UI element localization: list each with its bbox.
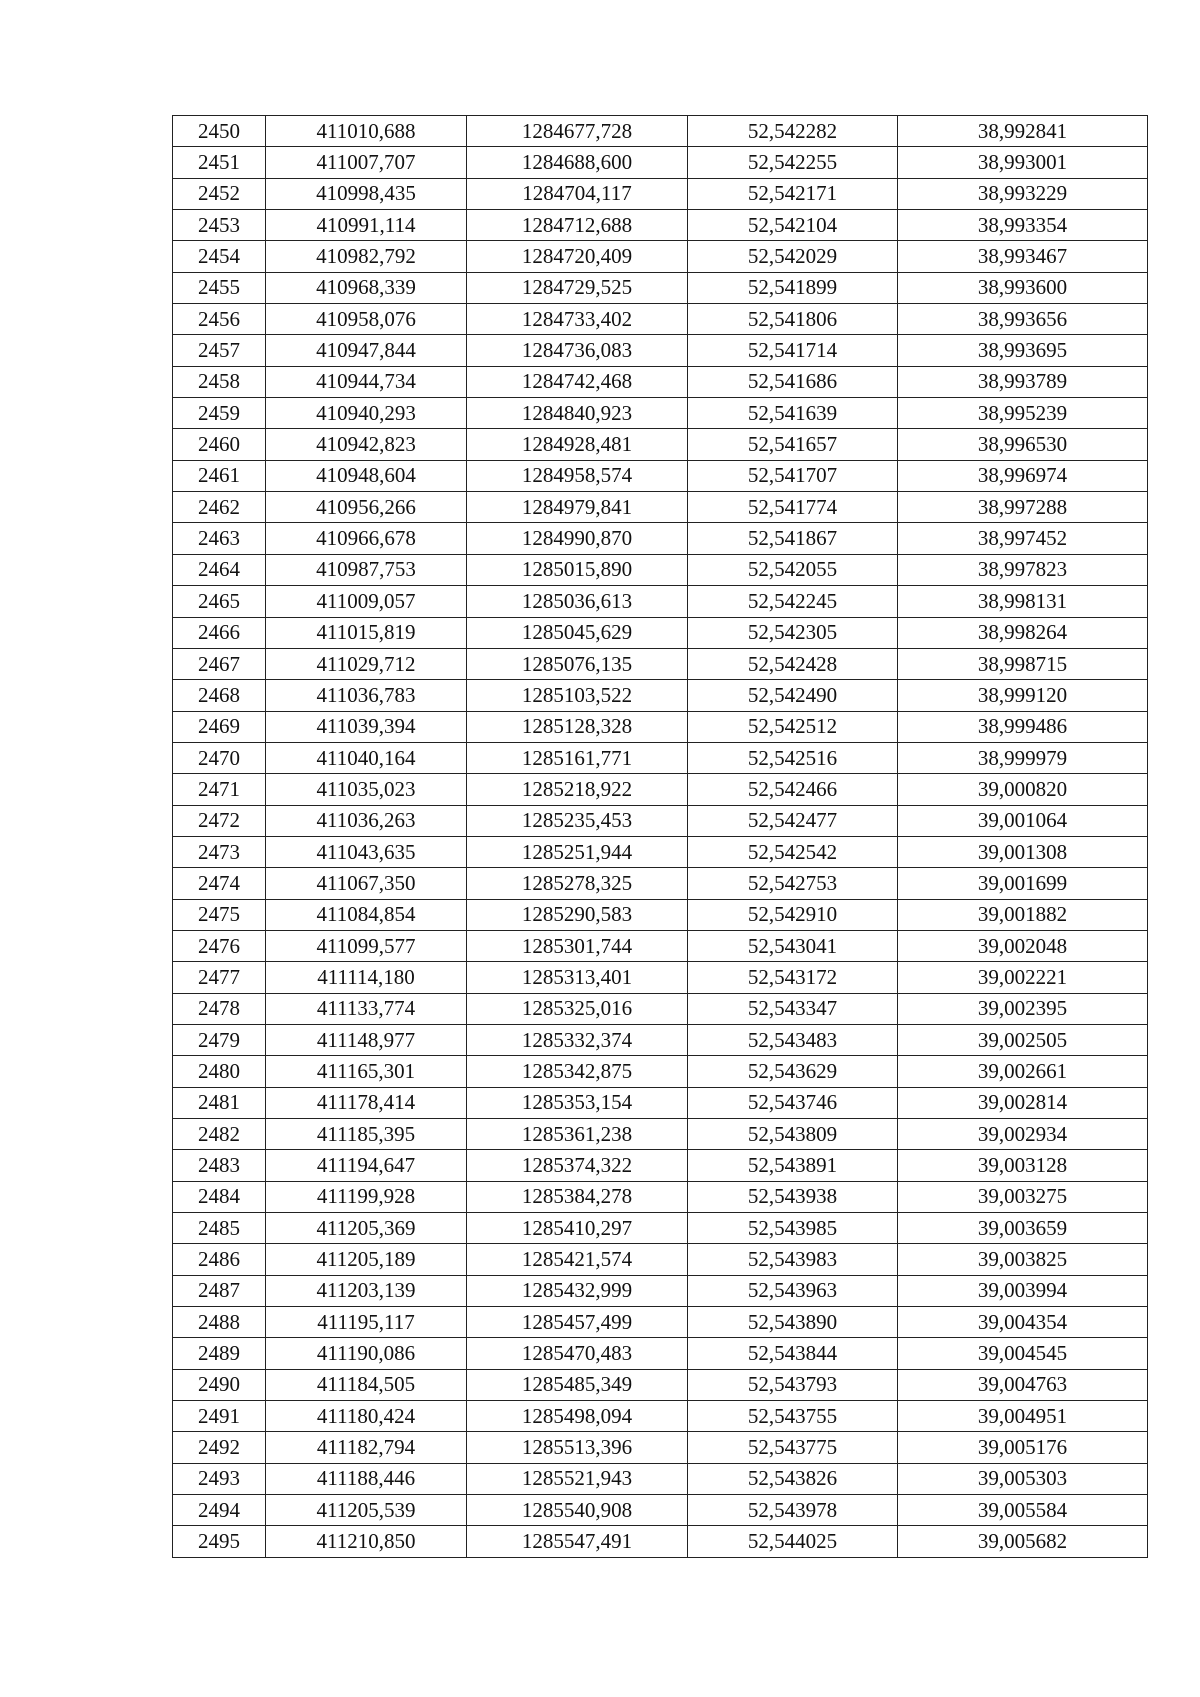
point-number-cell: 2492 (173, 1432, 266, 1463)
point-number-cell: 2472 (173, 805, 266, 836)
point-number-cell: 2458 (173, 366, 266, 397)
x-coordinate-cell: 411194,647 (266, 1150, 467, 1181)
latitude-cell: 52,541774 (688, 492, 898, 523)
table-row (173, 1526, 1148, 1557)
y-coordinate-cell: 1285015,890 (467, 554, 688, 585)
longitude-cell: 38,995239 (898, 398, 1148, 429)
point-number-cell: 2462 (173, 492, 266, 523)
table-row (173, 210, 1148, 241)
longitude-cell: 38,993656 (898, 304, 1148, 335)
latitude-cell: 52,543978 (688, 1495, 898, 1526)
x-coordinate-cell: 411040,164 (266, 742, 467, 773)
point-number-cell: 2470 (173, 742, 266, 773)
y-coordinate-cell: 1285235,453 (467, 805, 688, 836)
longitude-cell: 38,996530 (898, 429, 1148, 460)
latitude-cell: 52,543890 (688, 1307, 898, 1338)
latitude-cell: 52,542512 (688, 711, 898, 742)
point-number-cell: 2468 (173, 680, 266, 711)
point-number-cell: 2457 (173, 335, 266, 366)
latitude-cell: 52,542104 (688, 210, 898, 241)
x-coordinate-cell: 411036,263 (266, 805, 467, 836)
longitude-cell: 38,993229 (898, 178, 1148, 209)
y-coordinate-cell: 1285218,922 (467, 774, 688, 805)
x-coordinate-cell: 411036,783 (266, 680, 467, 711)
y-coordinate-cell: 1285301,744 (467, 930, 688, 961)
longitude-cell: 38,993600 (898, 272, 1148, 303)
latitude-cell: 52,542245 (688, 586, 898, 617)
table-row (173, 805, 1148, 836)
longitude-cell: 39,001882 (898, 899, 1148, 930)
y-coordinate-cell: 1285161,771 (467, 742, 688, 773)
point-number-cell: 2464 (173, 554, 266, 585)
x-coordinate-cell: 411084,854 (266, 899, 467, 930)
table-row (173, 1119, 1148, 1150)
x-coordinate-cell: 410940,293 (266, 398, 467, 429)
table-row (173, 962, 1148, 993)
longitude-cell: 39,001064 (898, 805, 1148, 836)
x-coordinate-cell: 410947,844 (266, 335, 467, 366)
table-row (173, 1024, 1148, 1055)
y-coordinate-cell: 1285290,583 (467, 899, 688, 930)
table-body (173, 116, 1148, 1558)
x-coordinate-cell: 410966,678 (266, 523, 467, 554)
y-coordinate-cell: 1285410,297 (467, 1213, 688, 1244)
point-number-cell: 2481 (173, 1087, 266, 1118)
table-row (173, 742, 1148, 773)
longitude-cell: 39,005303 (898, 1463, 1148, 1494)
y-coordinate-cell: 1285332,374 (467, 1024, 688, 1055)
table-row (173, 554, 1148, 585)
table-row (173, 1056, 1148, 1087)
table-row (173, 899, 1148, 930)
latitude-cell: 52,543041 (688, 930, 898, 961)
x-coordinate-cell: 410942,823 (266, 429, 467, 460)
point-number-cell: 2486 (173, 1244, 266, 1275)
longitude-cell: 39,005584 (898, 1495, 1148, 1526)
table-row (173, 116, 1148, 147)
x-coordinate-cell: 411039,394 (266, 711, 467, 742)
y-coordinate-cell: 1284928,481 (467, 429, 688, 460)
point-number-cell: 2454 (173, 241, 266, 272)
point-number-cell: 2473 (173, 836, 266, 867)
x-coordinate-cell: 411035,023 (266, 774, 467, 805)
x-coordinate-cell: 411133,774 (266, 993, 467, 1024)
point-number-cell: 2491 (173, 1401, 266, 1432)
table-row (173, 492, 1148, 523)
y-coordinate-cell: 1284729,525 (467, 272, 688, 303)
table-row (173, 930, 1148, 961)
longitude-cell: 39,004354 (898, 1307, 1148, 1338)
x-coordinate-cell: 411010,688 (266, 116, 467, 147)
latitude-cell: 52,542428 (688, 648, 898, 679)
longitude-cell: 38,993001 (898, 147, 1148, 178)
longitude-cell: 39,003275 (898, 1181, 1148, 1212)
table-row (173, 680, 1148, 711)
y-coordinate-cell: 1285513,396 (467, 1432, 688, 1463)
coordinates-table (172, 115, 1148, 1558)
table-row (173, 617, 1148, 648)
point-number-cell: 2490 (173, 1369, 266, 1400)
x-coordinate-cell: 410991,114 (266, 210, 467, 241)
table-row (173, 1087, 1148, 1118)
y-coordinate-cell: 1284979,841 (467, 492, 688, 523)
x-coordinate-cell: 411007,707 (266, 147, 467, 178)
latitude-cell: 52,541686 (688, 366, 898, 397)
y-coordinate-cell: 1285278,325 (467, 868, 688, 899)
latitude-cell: 52,541657 (688, 429, 898, 460)
x-coordinate-cell: 411009,057 (266, 586, 467, 617)
y-coordinate-cell: 1285547,491 (467, 1526, 688, 1557)
longitude-cell: 38,998131 (898, 586, 1148, 617)
latitude-cell: 52,542171 (688, 178, 898, 209)
point-number-cell: 2455 (173, 272, 266, 303)
y-coordinate-cell: 1284736,083 (467, 335, 688, 366)
x-coordinate-cell: 410968,339 (266, 272, 467, 303)
longitude-cell: 38,997823 (898, 554, 1148, 585)
table-row (173, 1432, 1148, 1463)
y-coordinate-cell: 1285103,522 (467, 680, 688, 711)
y-coordinate-cell: 1285076,135 (467, 648, 688, 679)
x-coordinate-cell: 411203,139 (266, 1275, 467, 1306)
latitude-cell: 52,543826 (688, 1463, 898, 1494)
y-coordinate-cell: 1285485,349 (467, 1369, 688, 1400)
longitude-cell: 38,996974 (898, 460, 1148, 491)
y-coordinate-cell: 1284840,923 (467, 398, 688, 429)
latitude-cell: 52,543844 (688, 1338, 898, 1369)
longitude-cell: 39,001308 (898, 836, 1148, 867)
latitude-cell: 52,542910 (688, 899, 898, 930)
point-number-cell: 2466 (173, 617, 266, 648)
y-coordinate-cell: 1285045,629 (467, 617, 688, 648)
longitude-cell: 39,002048 (898, 930, 1148, 961)
latitude-cell: 52,542516 (688, 742, 898, 773)
x-coordinate-cell: 411188,446 (266, 1463, 467, 1494)
point-number-cell: 2476 (173, 930, 266, 961)
point-number-cell: 2495 (173, 1526, 266, 1557)
point-number-cell: 2483 (173, 1150, 266, 1181)
longitude-cell: 39,003659 (898, 1213, 1148, 1244)
point-number-cell: 2465 (173, 586, 266, 617)
point-number-cell: 2489 (173, 1338, 266, 1369)
table-row (173, 272, 1148, 303)
latitude-cell: 52,542490 (688, 680, 898, 711)
y-coordinate-cell: 1284688,600 (467, 147, 688, 178)
y-coordinate-cell: 1284733,402 (467, 304, 688, 335)
table-row (173, 429, 1148, 460)
x-coordinate-cell: 411043,635 (266, 836, 467, 867)
latitude-cell: 52,543775 (688, 1432, 898, 1463)
latitude-cell: 52,543891 (688, 1150, 898, 1181)
point-number-cell: 2482 (173, 1119, 266, 1150)
table-row (173, 178, 1148, 209)
longitude-cell: 39,002395 (898, 993, 1148, 1024)
longitude-cell: 38,997452 (898, 523, 1148, 554)
longitude-cell: 38,999979 (898, 742, 1148, 773)
x-coordinate-cell: 411015,819 (266, 617, 467, 648)
latitude-cell: 52,544025 (688, 1526, 898, 1557)
latitude-cell: 52,543755 (688, 1401, 898, 1432)
table-row (173, 1338, 1148, 1369)
table-row (173, 1401, 1148, 1432)
point-number-cell: 2494 (173, 1495, 266, 1526)
table-row (173, 774, 1148, 805)
latitude-cell: 52,541639 (688, 398, 898, 429)
point-number-cell: 2461 (173, 460, 266, 491)
point-number-cell: 2459 (173, 398, 266, 429)
x-coordinate-cell: 411199,928 (266, 1181, 467, 1212)
latitude-cell: 52,541707 (688, 460, 898, 491)
point-number-cell: 2484 (173, 1181, 266, 1212)
y-coordinate-cell: 1284712,688 (467, 210, 688, 241)
table-row (173, 1463, 1148, 1494)
x-coordinate-cell: 411099,577 (266, 930, 467, 961)
x-coordinate-cell: 411029,712 (266, 648, 467, 679)
x-coordinate-cell: 411195,117 (266, 1307, 467, 1338)
longitude-cell: 39,002814 (898, 1087, 1148, 1118)
latitude-cell: 52,542477 (688, 805, 898, 836)
table-row (173, 711, 1148, 742)
x-coordinate-cell: 411067,350 (266, 868, 467, 899)
latitude-cell: 52,543809 (688, 1119, 898, 1150)
point-number-cell: 2452 (173, 178, 266, 209)
x-coordinate-cell: 411114,180 (266, 962, 467, 993)
latitude-cell: 52,542029 (688, 241, 898, 272)
x-coordinate-cell: 411205,189 (266, 1244, 467, 1275)
latitude-cell: 52,541806 (688, 304, 898, 335)
y-coordinate-cell: 1285353,154 (467, 1087, 688, 1118)
point-number-cell: 2488 (173, 1307, 266, 1338)
longitude-cell: 38,993354 (898, 210, 1148, 241)
point-number-cell: 2451 (173, 147, 266, 178)
y-coordinate-cell: 1285374,322 (467, 1150, 688, 1181)
point-number-cell: 2453 (173, 210, 266, 241)
point-number-cell: 2471 (173, 774, 266, 805)
table-row (173, 304, 1148, 335)
table-row (173, 398, 1148, 429)
longitude-cell: 39,003128 (898, 1150, 1148, 1181)
point-number-cell: 2478 (173, 993, 266, 1024)
y-coordinate-cell: 1285457,499 (467, 1307, 688, 1338)
point-number-cell: 2460 (173, 429, 266, 460)
point-number-cell: 2456 (173, 304, 266, 335)
table-row (173, 147, 1148, 178)
longitude-cell: 39,005176 (898, 1432, 1148, 1463)
table-row (173, 868, 1148, 899)
table-row (173, 1244, 1148, 1275)
longitude-cell: 38,998264 (898, 617, 1148, 648)
table-row (173, 648, 1148, 679)
longitude-cell: 38,993467 (898, 241, 1148, 272)
x-coordinate-cell: 411165,301 (266, 1056, 467, 1087)
point-number-cell: 2493 (173, 1463, 266, 1494)
longitude-cell: 39,003825 (898, 1244, 1148, 1275)
y-coordinate-cell: 1285325,016 (467, 993, 688, 1024)
longitude-cell: 39,002505 (898, 1024, 1148, 1055)
latitude-cell: 52,543483 (688, 1024, 898, 1055)
x-coordinate-cell: 410998,435 (266, 178, 467, 209)
x-coordinate-cell: 411184,505 (266, 1369, 467, 1400)
latitude-cell: 52,542282 (688, 116, 898, 147)
longitude-cell: 39,002661 (898, 1056, 1148, 1087)
point-number-cell: 2487 (173, 1275, 266, 1306)
latitude-cell: 52,542753 (688, 868, 898, 899)
table-row (173, 366, 1148, 397)
x-coordinate-cell: 411182,794 (266, 1432, 467, 1463)
latitude-cell: 52,543793 (688, 1369, 898, 1400)
x-coordinate-cell: 411190,086 (266, 1338, 467, 1369)
longitude-cell: 39,002934 (898, 1119, 1148, 1150)
latitude-cell: 52,543347 (688, 993, 898, 1024)
x-coordinate-cell: 411178,414 (266, 1087, 467, 1118)
longitude-cell: 38,993789 (898, 366, 1148, 397)
y-coordinate-cell: 1285521,943 (467, 1463, 688, 1494)
longitude-cell: 39,000820 (898, 774, 1148, 805)
latitude-cell: 52,542305 (688, 617, 898, 648)
point-number-cell: 2485 (173, 1213, 266, 1244)
point-number-cell: 2463 (173, 523, 266, 554)
latitude-cell: 52,542255 (688, 147, 898, 178)
point-number-cell: 2479 (173, 1024, 266, 1055)
x-coordinate-cell: 411205,539 (266, 1495, 467, 1526)
y-coordinate-cell: 1284677,728 (467, 116, 688, 147)
latitude-cell: 52,543963 (688, 1275, 898, 1306)
y-coordinate-cell: 1285128,328 (467, 711, 688, 742)
table-row (173, 836, 1148, 867)
longitude-cell: 39,005682 (898, 1526, 1148, 1557)
latitude-cell: 52,543172 (688, 962, 898, 993)
x-coordinate-cell: 411210,850 (266, 1526, 467, 1557)
x-coordinate-cell: 411205,369 (266, 1213, 467, 1244)
longitude-cell: 38,998715 (898, 648, 1148, 679)
x-coordinate-cell: 410956,266 (266, 492, 467, 523)
latitude-cell: 52,541867 (688, 523, 898, 554)
point-number-cell: 2480 (173, 1056, 266, 1087)
longitude-cell: 39,001699 (898, 868, 1148, 899)
x-coordinate-cell: 410944,734 (266, 366, 467, 397)
table-row (173, 1181, 1148, 1212)
longitude-cell: 38,999120 (898, 680, 1148, 711)
x-coordinate-cell: 410958,076 (266, 304, 467, 335)
latitude-cell: 52,541899 (688, 272, 898, 303)
y-coordinate-cell: 1285313,401 (467, 962, 688, 993)
latitude-cell: 52,543629 (688, 1056, 898, 1087)
latitude-cell: 52,543938 (688, 1181, 898, 1212)
table-row (173, 1495, 1148, 1526)
point-number-cell: 2469 (173, 711, 266, 742)
y-coordinate-cell: 1285540,908 (467, 1495, 688, 1526)
table-row (173, 586, 1148, 617)
longitude-cell: 38,997288 (898, 492, 1148, 523)
y-coordinate-cell: 1285432,999 (467, 1275, 688, 1306)
latitude-cell: 52,542542 (688, 836, 898, 867)
table-row (173, 1150, 1148, 1181)
y-coordinate-cell: 1285036,613 (467, 586, 688, 617)
x-coordinate-cell: 410987,753 (266, 554, 467, 585)
table-row (173, 993, 1148, 1024)
latitude-cell: 52,542466 (688, 774, 898, 805)
longitude-cell: 39,003994 (898, 1275, 1148, 1306)
y-coordinate-cell: 1285421,574 (467, 1244, 688, 1275)
latitude-cell: 52,543746 (688, 1087, 898, 1118)
longitude-cell: 38,999486 (898, 711, 1148, 742)
table-row (173, 335, 1148, 366)
y-coordinate-cell: 1285498,094 (467, 1401, 688, 1432)
latitude-cell: 52,543985 (688, 1213, 898, 1244)
latitude-cell: 52,542055 (688, 554, 898, 585)
latitude-cell: 52,543983 (688, 1244, 898, 1275)
table-row (173, 241, 1148, 272)
table-row (173, 523, 1148, 554)
point-number-cell: 2475 (173, 899, 266, 930)
table-row (173, 1369, 1148, 1400)
y-coordinate-cell: 1284990,870 (467, 523, 688, 554)
table-row (173, 460, 1148, 491)
x-coordinate-cell: 410948,604 (266, 460, 467, 491)
y-coordinate-cell: 1284742,468 (467, 366, 688, 397)
longitude-cell: 39,002221 (898, 962, 1148, 993)
point-number-cell: 2474 (173, 868, 266, 899)
table-row (173, 1213, 1148, 1244)
longitude-cell: 38,993695 (898, 335, 1148, 366)
y-coordinate-cell: 1285470,483 (467, 1338, 688, 1369)
y-coordinate-cell: 1285342,875 (467, 1056, 688, 1087)
point-number-cell: 2450 (173, 116, 266, 147)
y-coordinate-cell: 1285251,944 (467, 836, 688, 867)
x-coordinate-cell: 411180,424 (266, 1401, 467, 1432)
x-coordinate-cell: 410982,792 (266, 241, 467, 272)
latitude-cell: 52,541714 (688, 335, 898, 366)
y-coordinate-cell: 1285361,238 (467, 1119, 688, 1150)
y-coordinate-cell: 1285384,278 (467, 1181, 688, 1212)
longitude-cell: 39,004763 (898, 1369, 1148, 1400)
y-coordinate-cell: 1284958,574 (467, 460, 688, 491)
y-coordinate-cell: 1284704,117 (467, 178, 688, 209)
longitude-cell: 39,004951 (898, 1401, 1148, 1432)
longitude-cell: 38,992841 (898, 116, 1148, 147)
x-coordinate-cell: 411148,977 (266, 1024, 467, 1055)
point-number-cell: 2477 (173, 962, 266, 993)
table-row (173, 1275, 1148, 1306)
point-number-cell: 2467 (173, 648, 266, 679)
longitude-cell: 39,004545 (898, 1338, 1148, 1369)
x-coordinate-cell: 411185,395 (266, 1119, 467, 1150)
y-coordinate-cell: 1284720,409 (467, 241, 688, 272)
table-row (173, 1307, 1148, 1338)
